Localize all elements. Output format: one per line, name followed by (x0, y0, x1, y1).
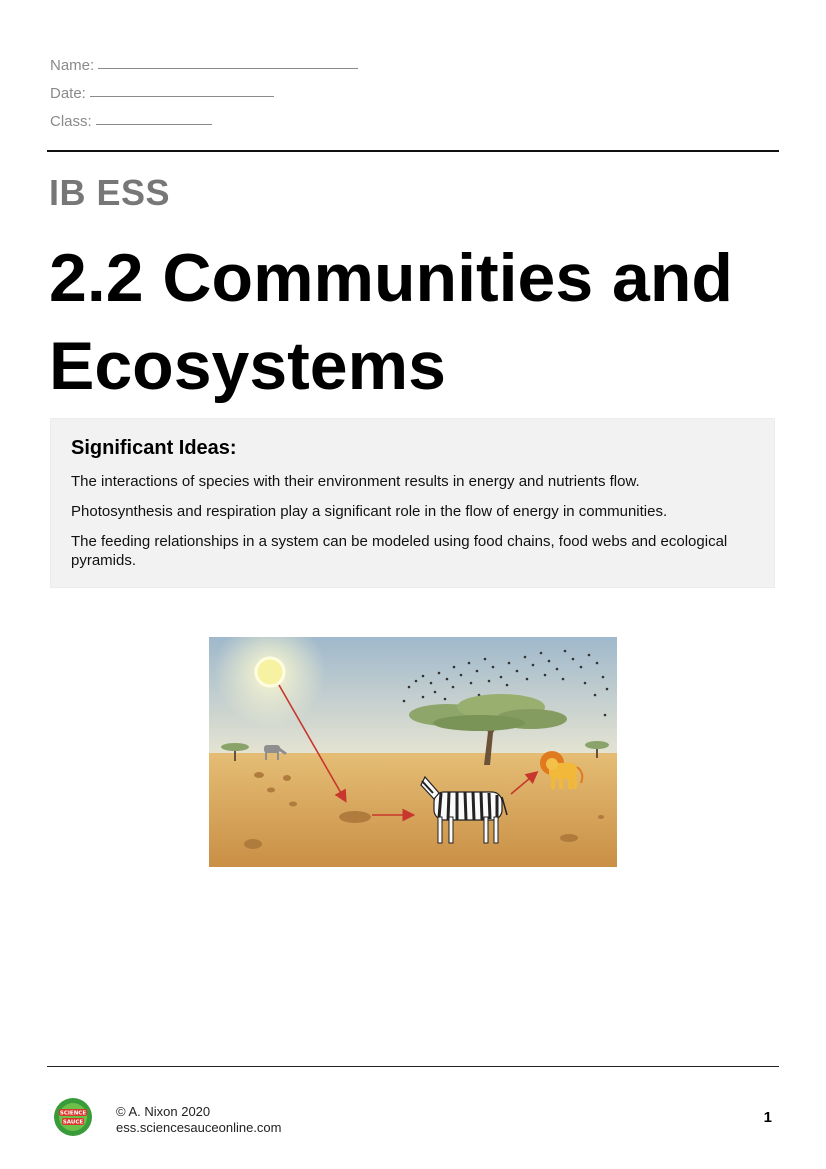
significant-ideas-heading: Significant Ideas: (71, 437, 237, 459)
date-blank-line (90, 95, 274, 97)
logo-text: SCIENCE (59, 1110, 87, 1117)
science-sauce-logo-icon (53, 1097, 93, 1137)
student-info-fields (50, 46, 358, 130)
footer-credits (116, 1104, 281, 1136)
significant-idea-2: Photosynthesis and respiration play a significant role in the flow of energy in communities. (71, 503, 668, 520)
footer-divider (47, 1066, 779, 1067)
significant-ideas-box (50, 418, 775, 588)
significant-idea-3: The feeding relationships in a system can be modeled using food chains, food webs and ecological pyramids. (71, 533, 728, 569)
svg-text:SAUCE: SAUCE (62, 1119, 84, 1126)
class-blank-line (96, 123, 212, 125)
name-blank-line (98, 67, 358, 69)
significant-idea-1: The interactions of species with their environment results in energy and nutrients flow. (71, 473, 640, 490)
header-divider (47, 150, 779, 152)
copyright-text: © A. Nixon 2020 (116, 1104, 211, 1119)
date-field[interactable] (50, 74, 358, 102)
page-number: 1 (763, 1109, 772, 1126)
class-field[interactable] (50, 102, 358, 130)
name-label: Name: (50, 57, 95, 74)
website-link[interactable]: ess.sciencesauceonline.com (116, 1120, 282, 1135)
name-field[interactable] (50, 46, 358, 74)
savanna-energy-flow-illustration (209, 637, 617, 867)
page-title: 2.2 Communities and Ecosystems (49, 240, 733, 404)
course-label: IB ESS (49, 172, 171, 213)
class-label: Class: (50, 113, 92, 130)
date-label: Date: (50, 85, 86, 102)
